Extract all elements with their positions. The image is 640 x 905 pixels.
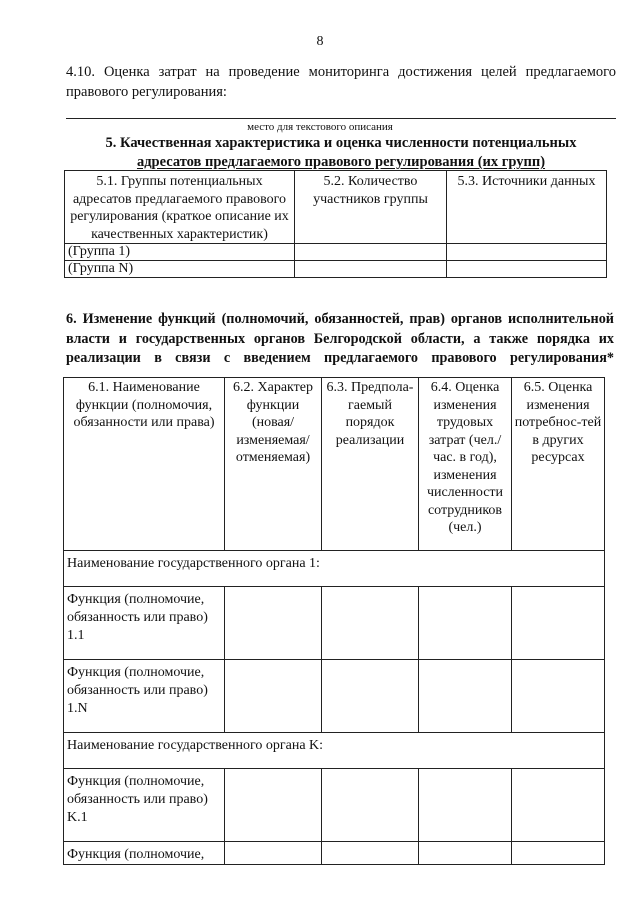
function-1-n: Функция (полномочие, обязанность или право) 1.N (64, 660, 225, 733)
function-cut: Функция (полномочие, (64, 842, 225, 865)
intro-paragraph: 4.10. Оценка затрат на проведение мониторинга достижения целей предлагаемого правового регулирования: (66, 64, 616, 100)
col-header-procedure: 6.3. Предпола-гаемый порядок реализации (322, 378, 419, 551)
section6-table (63, 377, 605, 865)
section5-heading-line1: 5. Качественная характеристика и оценка численности потенциальных (105, 135, 577, 151)
col-header-function-type: 6.2. Характер функции (новая/ изменяемая/ отменяемая) (225, 378, 322, 551)
table-header-row (64, 378, 605, 551)
empty-cell (512, 587, 605, 660)
empty-cell (322, 660, 419, 733)
function-k-1: Функция (полномочие, обязанность или право) K.1 (64, 769, 225, 842)
section5-heading (66, 134, 616, 172)
empty-cell (225, 769, 322, 842)
empty-cell (322, 842, 419, 865)
empty-cell (225, 842, 322, 865)
org-k-name: Наименование государственного органа K: (64, 733, 605, 769)
empty-cell (295, 244, 447, 261)
empty-cell (447, 261, 607, 278)
col-header-count: 5.2. Количество участников группы (295, 171, 447, 244)
empty-cell (419, 587, 512, 660)
table-header-row (65, 171, 607, 244)
col-header-groups: 5.1. Группы потенциальных адресатов предлагаемого правового регулирования (краткое описание их качественных характеристик) (65, 171, 295, 244)
empty-cell (512, 769, 605, 842)
empty-cell (447, 244, 607, 261)
empty-cell (419, 842, 512, 865)
empty-cell (512, 660, 605, 733)
text-placeholder-caption: место для текстового описания (247, 121, 393, 133)
empty-cell (225, 660, 322, 733)
group-n-cell: (Группа N) (65, 261, 295, 278)
col-header-other-resources: 6.5. Оценка изменения потребнос-тей в других ресурсах (512, 378, 605, 551)
empty-cell (419, 769, 512, 842)
col-header-sources: 5.3. Источники данных (447, 171, 607, 244)
empty-cell (322, 587, 419, 660)
empty-cell (322, 769, 419, 842)
table-row (64, 842, 605, 865)
page-number: 8 (316, 34, 324, 49)
empty-cell (419, 660, 512, 733)
text-placeholder-line (66, 118, 616, 119)
table-row (64, 660, 605, 733)
col-header-function-name: 6.1. Наименование функции (полномочия, обязанности или права) (64, 378, 225, 551)
col-header-labor-costs: 6.4. Оценка изменения трудовых затрат (чел./час. в год), изменения численности сотрудников (чел.) (419, 378, 512, 551)
section5-heading-line2: адресатов предлагаемого правового регулирования (их групп) (136, 154, 546, 170)
empty-cell (295, 261, 447, 278)
table-row (64, 769, 605, 842)
section6-heading: 6. Изменение функций (полномочий, обязанностей, прав) органов исполнительной власти и государственных органов Белгородской области, а также порядка их реализации в связи с введением предлагаемого правового регулирования* (66, 311, 614, 366)
table-row (64, 551, 605, 587)
table-row (64, 733, 605, 769)
section5-table (64, 170, 607, 278)
empty-cell (225, 587, 322, 660)
group-1-cell: (Группа 1) (65, 244, 295, 261)
function-1-1: Функция (полномочие, обязанность или право) 1.1 (64, 587, 225, 660)
table-row (65, 261, 607, 278)
org-1-name: Наименование государственного органа 1: (64, 551, 605, 587)
empty-cell (512, 842, 605, 865)
table-row (64, 587, 605, 660)
table-row (65, 244, 607, 261)
